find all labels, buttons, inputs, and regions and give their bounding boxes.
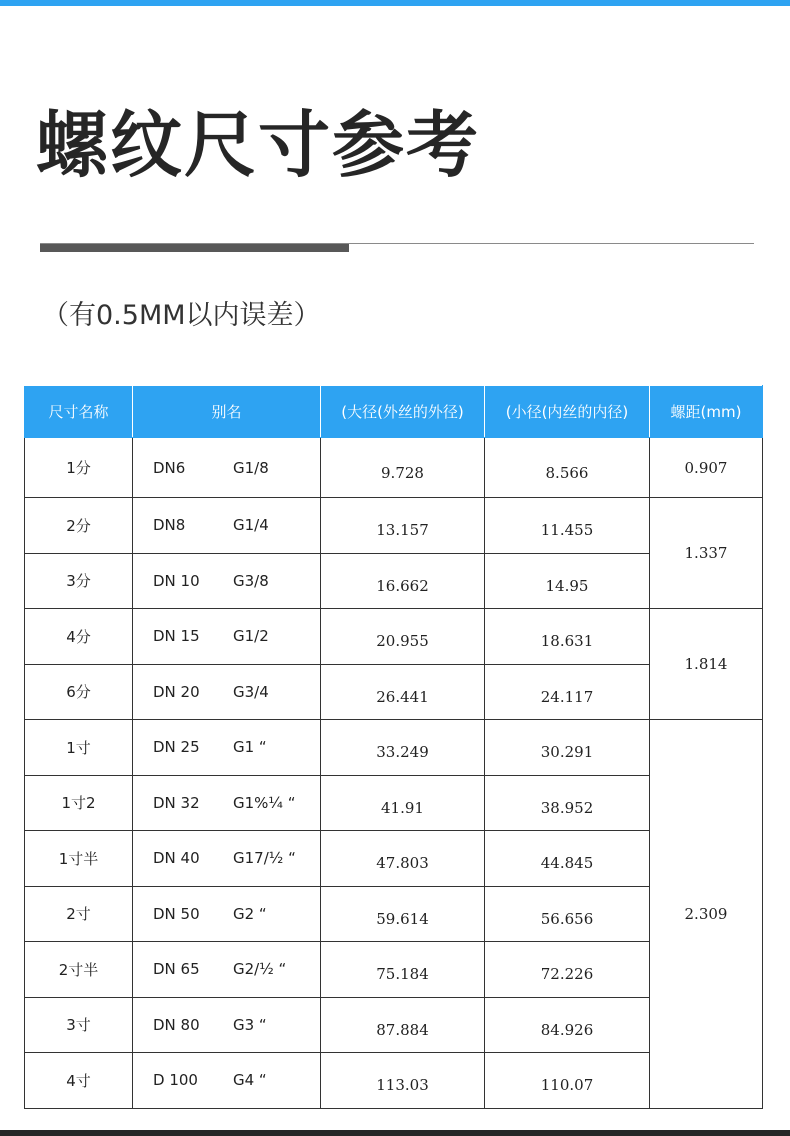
cell-dn: DN 20 [153,682,200,701]
header-pitch: 螺距(mm) [650,386,763,438]
cell-alias [133,609,321,665]
cell-minor-diameter: 8.566 [485,438,650,498]
cell-major-diameter: 59.614 [321,886,485,942]
cell-size: 1寸2 [25,775,133,831]
cell-g: G1/2 [233,627,269,646]
cell-pitch: 2.309 [650,720,763,1109]
cell-alias [133,498,321,554]
cell-dn: DN 15 [153,627,200,646]
cell-minor-diameter: 30.291 [485,720,650,776]
cell-minor-diameter: 18.631 [485,609,650,665]
cell-size: 1寸 [25,720,133,776]
table-header-row [25,386,763,438]
cell-size: 6分 [25,664,133,720]
cell-minor-diameter: 72.226 [485,942,650,998]
cell-minor-diameter: 110.07 [485,1053,650,1109]
cell-major-diameter: 41.91 [321,775,485,831]
cell-alias [133,942,321,998]
cell-alias [133,438,321,498]
cell-major-diameter: 47.803 [321,831,485,887]
cell-size: 1分 [25,438,133,498]
title-divider-accent [40,244,349,252]
cell-pitch: 1.337 [650,498,763,609]
bottom-bar [0,1130,790,1136]
cell-g: G3 “ [233,1015,267,1034]
cell-dn: DN 32 [153,793,200,812]
header-alias: 别名 [133,386,321,438]
cell-alias [133,664,321,720]
cell-minor-diameter: 14.95 [485,553,650,609]
cell-minor-diameter: 56.656 [485,886,650,942]
cell-minor-diameter: 44.845 [485,831,650,887]
cell-g: G17/½ “ [233,849,296,868]
cell-dn: DN 25 [153,738,200,757]
thread-size-table [24,385,763,1109]
cell-alias [133,1053,321,1109]
cell-g: G2/½ “ [233,960,287,979]
cell-alias [133,775,321,831]
cell-alias [133,553,321,609]
cell-pitch: 0.907 [650,438,763,498]
cell-size: 3寸 [25,997,133,1053]
cell-major-diameter: 20.955 [321,609,485,665]
cell-size: 2寸 [25,886,133,942]
cell-g: G2 “ [233,904,267,923]
cell-major-diameter: 26.441 [321,664,485,720]
cell-g: G1/4 [233,516,269,535]
cell-alias [133,831,321,887]
cell-size: 2分 [25,498,133,554]
cell-alias [133,886,321,942]
cell-g: G4 “ [233,1071,267,1090]
cell-g: G1 “ [233,738,267,757]
page-subtitle: （有0.5MM以内误差） [42,300,321,331]
cell-dn: DN 10 [153,571,200,590]
cell-size: 3分 [25,553,133,609]
table-row [25,720,763,776]
cell-alias [133,997,321,1053]
cell-dn: D 100 [153,1071,198,1090]
cell-dn: DN8 [153,516,186,535]
cell-major-diameter: 16.662 [321,553,485,609]
cell-minor-diameter: 11.455 [485,498,650,554]
table-row [25,438,763,498]
cell-size: 4分 [25,609,133,665]
header-major-diameter: (大径(外丝的外径) [321,386,485,438]
cell-size: 1寸半 [25,831,133,887]
top-accent-bar [0,0,790,6]
table-row [25,498,763,554]
cell-major-diameter: 13.157 [321,498,485,554]
cell-minor-diameter: 24.117 [485,664,650,720]
cell-major-diameter: 87.884 [321,997,485,1053]
header-minor-diameter: (小径(内丝的内径) [485,386,650,438]
cell-g: G3/4 [233,682,269,701]
header-size-name: 尺寸名称 [25,386,133,438]
cell-major-diameter: 75.184 [321,942,485,998]
cell-major-diameter: 33.249 [321,720,485,776]
cell-dn: DN 40 [153,849,200,868]
cell-size: 2寸半 [25,942,133,998]
cell-pitch: 1.814 [650,609,763,720]
cell-major-diameter: 113.03 [321,1053,485,1109]
cell-minor-diameter: 38.952 [485,775,650,831]
cell-g: G1/8 [233,458,269,477]
page-title: 螺纹尺寸参考 [36,103,481,187]
cell-alias [133,720,321,776]
cell-dn: DN 50 [153,904,200,923]
cell-g: G1%¼ “ [233,793,296,812]
cell-g: G3/8 [233,571,269,590]
cell-dn: DN 65 [153,960,200,979]
table-row [25,609,763,665]
cell-dn: DN6 [153,458,186,477]
cell-major-diameter: 9.728 [321,438,485,498]
cell-size: 4寸 [25,1053,133,1109]
cell-dn: DN 80 [153,1015,200,1034]
cell-minor-diameter: 84.926 [485,997,650,1053]
